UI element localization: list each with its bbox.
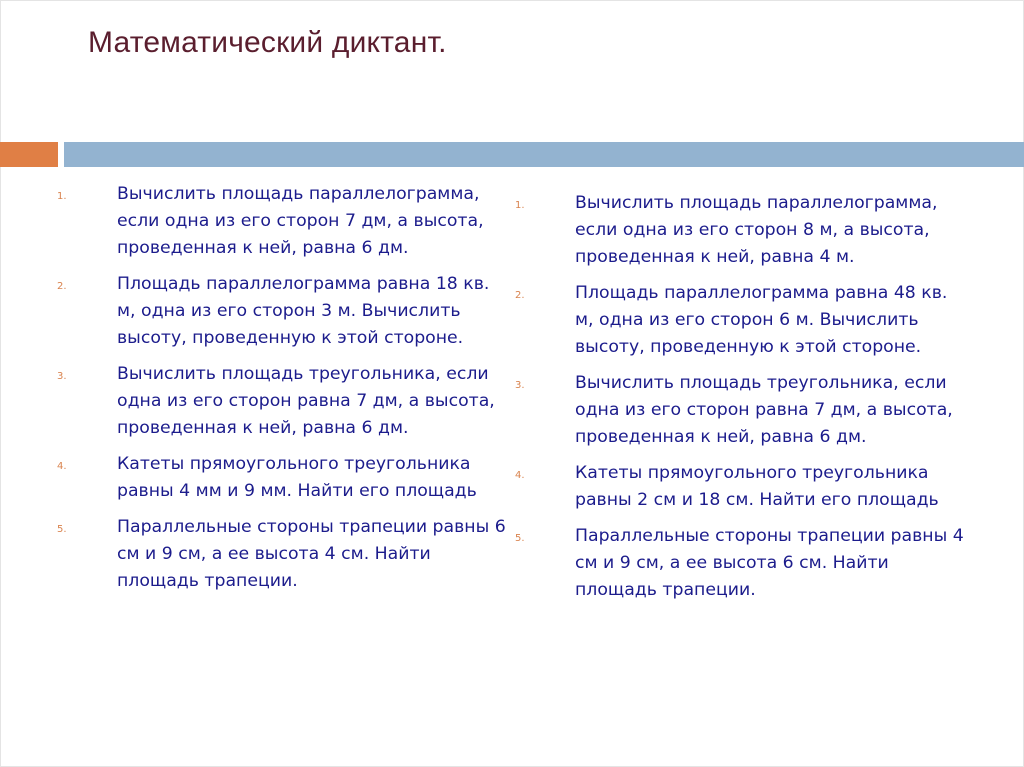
item-number: 3.	[515, 380, 525, 391]
item-number: 2.	[515, 290, 525, 301]
item-number: 1.	[515, 200, 525, 211]
list-item	[515, 523, 965, 604]
item-number: 3.	[57, 371, 67, 382]
item-text: Вычислить площадь треугольника, если одна из его сторон равна 7 дм, а высота, проведенная к ней, равна 6 дм.	[117, 364, 495, 438]
item-text: Параллельные стороны трапеции равны 4 см и 9 см, а ее высота 6 см. Найти площадь трапеции.	[575, 526, 964, 600]
list-item	[515, 460, 965, 514]
list-item	[57, 361, 507, 442]
accent-bar-orange	[0, 142, 58, 167]
variant2-list	[515, 190, 965, 613]
list-item	[515, 190, 965, 271]
item-text: Вычислить площадь параллелограмма, если одна из его сторон 8 м, а высота, проведенная к ней, равна 4 м.	[575, 193, 938, 267]
variant1-list	[57, 181, 507, 604]
item-number: 2.	[57, 281, 67, 292]
item-number: 4.	[57, 461, 67, 472]
item-text: Площадь параллелограмма равна 48 кв. м, одна из его сторон 6 м. Вычислить высоту, проведенную к этой стороне.	[575, 283, 948, 357]
list-item	[515, 280, 965, 361]
accent-bar-blue	[64, 142, 1024, 167]
item-text: Катеты прямоугольного треугольника равны 2 см и 18 см. Найти его площадь	[575, 463, 939, 510]
list-item	[57, 271, 507, 352]
item-text: Вычислить площадь параллелограмма, если одна из его сторон 7 дм, а высота, проведенная к ней, равна 6 дм.	[117, 184, 484, 258]
list-item	[57, 181, 507, 262]
list-item	[515, 370, 965, 451]
list-item	[57, 451, 507, 505]
item-number: 4.	[515, 470, 525, 481]
slide-title: Математический диктант.	[88, 26, 447, 59]
item-text: Площадь параллелограмма равна 18 кв. м, одна из его сторон 3 м. Вычислить высоту, проведенную к этой стороне.	[117, 274, 490, 348]
list-item	[57, 514, 507, 595]
item-text: Параллельные стороны трапеции равны 6 см и 9 см, а ее высота 4 см. Найти площадь трапеции.	[117, 517, 506, 591]
item-number: 5.	[57, 524, 67, 535]
item-number: 1.	[57, 191, 67, 202]
item-text: Вычислить площадь треугольника, если одна из его сторон равна 7 дм, а высота, проведенная к ней, равна 6 дм.	[575, 373, 953, 447]
item-text: Катеты прямоугольного треугольника равны 4 мм и 9 мм. Найти его площадь	[117, 454, 477, 501]
item-number: 5.	[515, 533, 525, 544]
